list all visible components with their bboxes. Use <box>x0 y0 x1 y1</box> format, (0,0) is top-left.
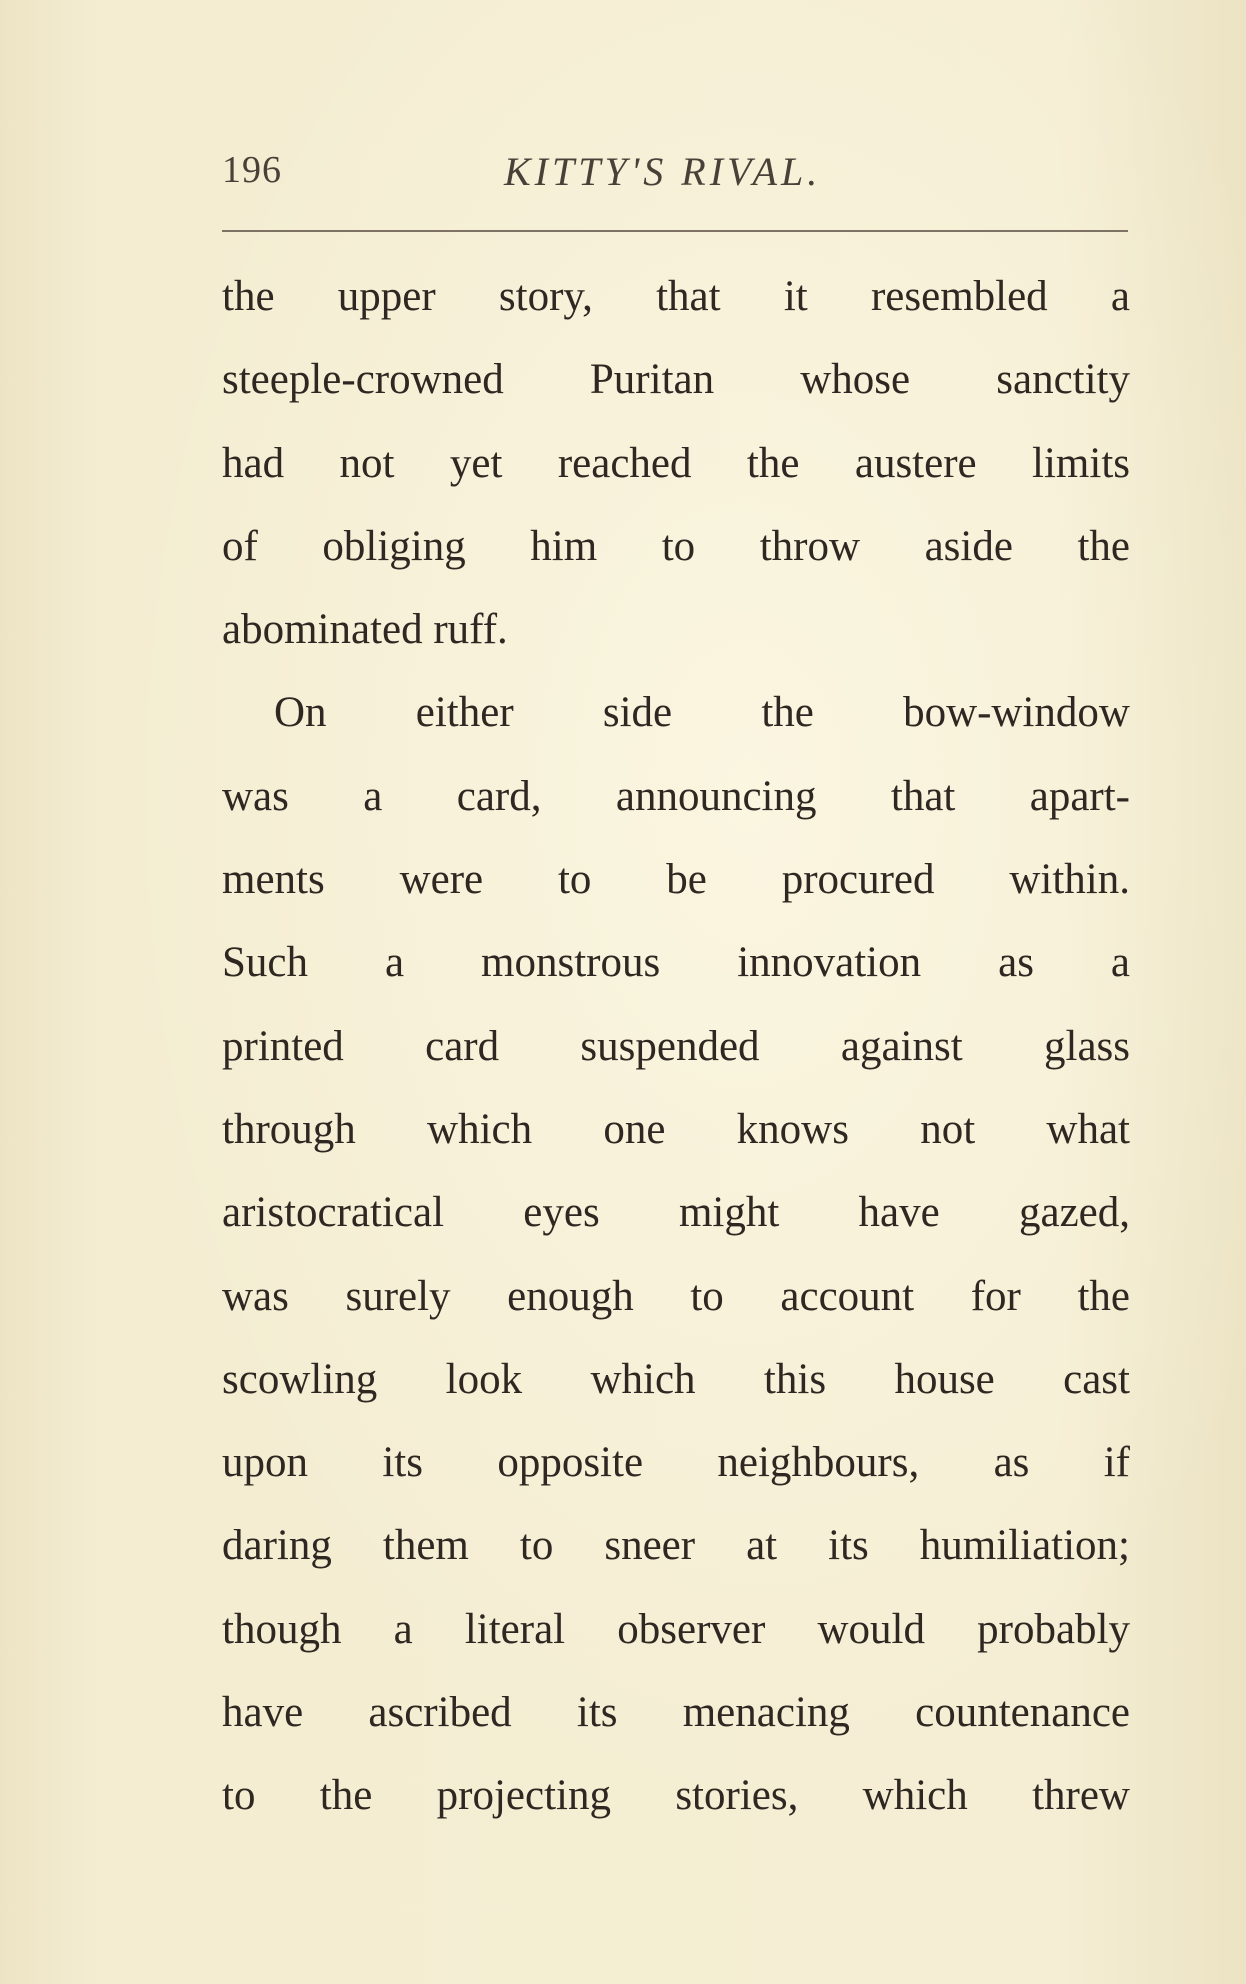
text-line: printed card suspended against glass <box>222 1022 1130 1070</box>
text-line: was surely enough to account for the <box>222 1272 1130 1320</box>
text-line: had not yet reached the austere limits <box>222 439 1130 487</box>
page-header <box>222 148 1130 198</box>
running-title: KITTY'S RIVAL. <box>504 149 822 194</box>
text-line: have ascribed its menacing countenance <box>222 1689 1130 1737</box>
text-line: ments were to be procured within. <box>222 856 1130 904</box>
text-line: aristocratical eyes might have gazed, <box>222 1189 1130 1237</box>
text-line: scowling look which this house cast <box>222 1355 1130 1403</box>
text-line: steeple-crowned Puritan whose sanctity <box>222 356 1130 404</box>
text-line: the upper story, that it resembled a <box>222 273 1130 320</box>
header-rule <box>222 230 1128 232</box>
text-line: of obliging him to throw aside the <box>222 522 1130 570</box>
text-line: Such a monstrous innovation as a <box>222 939 1130 987</box>
text-line: to the projecting stories, which threw <box>222 1772 1130 1820</box>
text-line: though a literal observer would probably <box>222 1605 1130 1653</box>
text-line: was a card, announcing that apart- <box>222 772 1130 820</box>
text-line: upon its opposite neighbours, as if <box>222 1439 1130 1487</box>
text-line: daring them to sneer at its humiliation; <box>222 1522 1130 1570</box>
page-number: 196 <box>222 149 282 191</box>
paragraph-start-line: On either side the bow-window <box>274 689 1130 737</box>
body-text <box>222 262 1130 1845</box>
text-line: abominated ruff. <box>222 606 508 654</box>
text-line: through which one knows not what <box>222 1105 1130 1153</box>
